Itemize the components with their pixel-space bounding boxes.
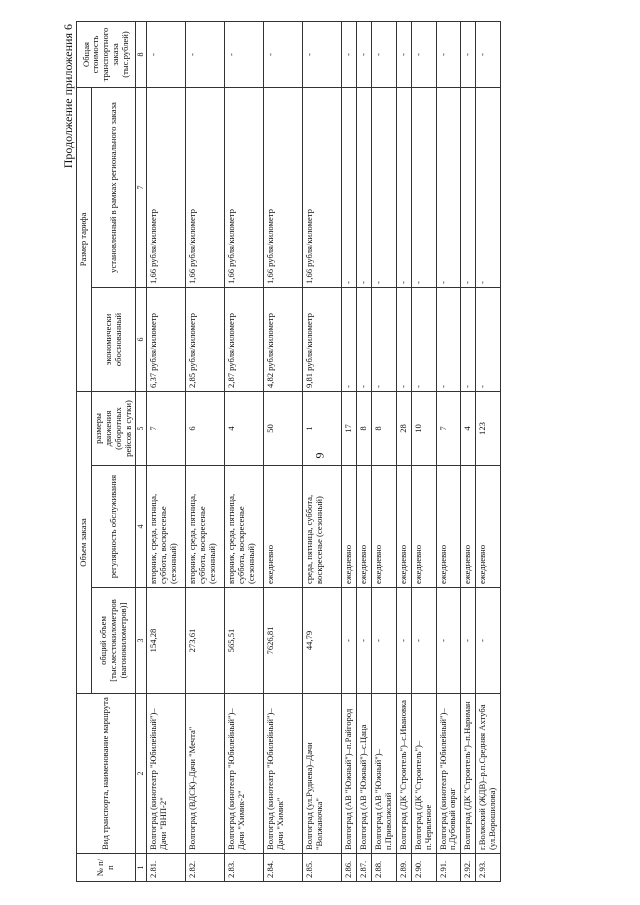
regularity: среда, пятница, суббота, воскресенье (сезонный) <box>303 466 342 588</box>
header-total-cost: Общая стоимость транспортного заказа (тыс.рублей) <box>77 22 136 88</box>
column-number-row <box>136 22 147 882</box>
established-tariff: 1,66 рубля/километр <box>303 88 342 288</box>
row-number: 2.91. <box>436 854 461 882</box>
trips-count: 10 <box>411 392 436 466</box>
table-row <box>372 22 397 882</box>
economic-tariff: - <box>342 288 357 392</box>
regularity: ежедневно <box>396 466 411 588</box>
table-row <box>264 22 303 882</box>
established-tariff: - <box>476 88 501 288</box>
col-number: 2 <box>136 694 147 854</box>
route-table <box>76 21 501 882</box>
regularity: вторник, среда, пятница, суббота, воскресенье (сезонный) <box>225 466 264 588</box>
col-number: 3 <box>136 588 147 694</box>
regularity: ежедневно <box>411 466 436 588</box>
row-number: 2.87. <box>357 854 372 882</box>
regularity: ежедневно <box>264 466 303 588</box>
economic-tariff: 2,87 рубля/километр <box>225 288 264 392</box>
regularity: ежедневно <box>342 466 357 588</box>
total-volume: 565,51 <box>225 588 264 694</box>
economic-tariff: - <box>411 288 436 392</box>
trips-count: 6 <box>186 392 225 466</box>
table-row <box>303 22 342 882</box>
route-name: Волгоград (кинотеатр "Юбилейный")–Дачи "ВНП-2" <box>147 694 186 854</box>
row-number: 2.88. <box>372 854 397 882</box>
total-volume: - <box>411 588 436 694</box>
total-volume: - <box>396 588 411 694</box>
header-economic: экономически обоснованный <box>91 288 136 392</box>
route-name: Волгоград (кинотеатр "Юбилейный")–п.Дубовый овраг <box>436 694 461 854</box>
total-volume: - <box>476 588 501 694</box>
col-number: 4 <box>136 466 147 588</box>
trips-count: 17 <box>342 392 357 466</box>
established-tariff: - <box>436 88 461 288</box>
total-cost: - <box>342 22 357 88</box>
total-volume: 154,28 <box>147 588 186 694</box>
total-volume: 7626,81 <box>264 588 303 694</box>
economic-tariff: - <box>357 288 372 392</box>
total-cost: - <box>476 22 501 88</box>
table-row <box>461 22 476 882</box>
continuation-label: Продолжение приложения 6 <box>61 24 75 169</box>
trips-count: 50 <box>264 392 303 466</box>
header-tariff-group: Размер тарифа <box>77 88 92 392</box>
row-number: 2.83. <box>225 854 264 882</box>
route-name: Волгоград (кинотеатр "Юбилейный")–Дачи "Химик-2" <box>225 694 264 854</box>
total-volume: - <box>342 588 357 694</box>
total-volume: - <box>357 588 372 694</box>
row-number: 2.92. <box>461 854 476 882</box>
total-volume: 44,79 <box>303 588 342 694</box>
total-cost: - <box>186 22 225 88</box>
route-name: Волгоград (ДК "Строитель")–п.Нариман <box>461 694 476 854</box>
header-total-volume: общий объем [тыс.местокилометров (вагонокилометров)] <box>91 588 136 694</box>
total-volume: 273,61 <box>186 588 225 694</box>
route-name: Волгоград (АВ "Южный")–с.Цаца <box>357 694 372 854</box>
trips-count: 8 <box>357 392 372 466</box>
row-number: 2.93. <box>476 854 501 882</box>
table-row <box>436 22 461 882</box>
route-name: Волгоград (кинотеатр "Юбилейный")–Дачи "Химик" <box>264 694 303 854</box>
trips-count: 123 <box>476 392 501 466</box>
col-number: 7 <box>136 88 147 288</box>
total-cost: - <box>436 22 461 88</box>
row-number: 2.82. <box>186 854 225 882</box>
col-number: 6 <box>136 288 147 392</box>
table-row <box>186 22 225 882</box>
route-name: г.Волжский (ЖДВ)–р.п.Средняя Ахтуба (ул.Ворошилова) <box>476 694 501 854</box>
route-name: Волгоград (ул.Руднева)–Дачи "Волжаночка" <box>303 694 342 854</box>
trips-count: 4 <box>225 392 264 466</box>
table-row <box>396 22 411 882</box>
total-cost: - <box>357 22 372 88</box>
regularity: вторник, среда, пятница, суббота, воскресенье (сезонный) <box>147 466 186 588</box>
economic-tariff: 9,81 рубля/километр <box>303 288 342 392</box>
established-tariff: - <box>372 88 397 288</box>
total-cost: - <box>411 22 436 88</box>
row-number: 2.90. <box>411 854 436 882</box>
established-tariff: - <box>461 88 476 288</box>
established-tariff: 1,66 рубля/километр <box>264 88 303 288</box>
total-cost: - <box>225 22 264 88</box>
col-number: 8 <box>136 22 147 88</box>
route-name: Волгоград (АВ "Южный")–п.Райгород <box>342 694 357 854</box>
regularity: ежедневно <box>476 466 501 588</box>
economic-tariff: 2,85 рубля/километр <box>186 288 225 392</box>
header-trips: размеры движения (оборотных рейсов в сутки) <box>91 392 136 466</box>
rotated-page <box>60 22 580 882</box>
table-row <box>476 22 501 882</box>
header-regularity: регулярность обслуживания <box>91 466 136 588</box>
table-body <box>147 22 501 882</box>
total-cost: - <box>396 22 411 88</box>
total-cost: - <box>461 22 476 88</box>
economic-tariff: - <box>436 288 461 392</box>
established-tariff: - <box>342 88 357 288</box>
regularity: ежедневно <box>461 466 476 588</box>
total-cost: - <box>147 22 186 88</box>
col-number: 1 <box>136 854 147 882</box>
established-tariff: 1,66 рубля/километр <box>147 88 186 288</box>
row-number: 2.89. <box>396 854 411 882</box>
table-row <box>147 22 186 882</box>
trips-count: 7 <box>436 392 461 466</box>
trips-count: 4 <box>461 392 476 466</box>
total-volume: - <box>461 588 476 694</box>
total-cost: - <box>372 22 397 88</box>
trips-count: 28 <box>396 392 411 466</box>
total-volume: - <box>372 588 397 694</box>
table-row <box>411 22 436 882</box>
established-tariff: - <box>396 88 411 288</box>
col-number: 5 <box>136 392 147 466</box>
regularity: ежедневно <box>357 466 372 588</box>
route-name: Волгоград (ДК "Строитель")–с.Ивановка <box>396 694 411 854</box>
header-established: установленный в рамках регионального заказа <box>91 88 136 288</box>
trips-count: 8 <box>372 392 397 466</box>
economic-tariff: - <box>372 288 397 392</box>
route-name: Волгоград (АВ "Южный")–п.Приволжский <box>372 694 397 854</box>
established-tariff: 1,66 рубля/километр <box>186 88 225 288</box>
economic-tariff: - <box>476 288 501 392</box>
row-number: 2.86. <box>342 854 357 882</box>
row-number: 2.81. <box>147 854 186 882</box>
total-cost: - <box>264 22 303 88</box>
established-tariff: - <box>411 88 436 288</box>
trips-count: 7 <box>147 392 186 466</box>
economic-tariff: - <box>461 288 476 392</box>
economic-tariff: 4,82 рубля/километр <box>264 288 303 392</box>
row-number: 2.84. <box>264 854 303 882</box>
economic-tariff: 6,37 рубля/километр <box>147 288 186 392</box>
header-num: № п/п <box>77 854 136 882</box>
table-row <box>225 22 264 882</box>
regularity: ежедневно <box>436 466 461 588</box>
economic-tariff: - <box>396 288 411 392</box>
total-cost: - <box>303 22 342 88</box>
established-tariff: - <box>357 88 372 288</box>
row-number: 2.85. <box>303 854 342 882</box>
regularity: вторник, среда, пятница, суббота, воскресенье (сезонный) <box>186 466 225 588</box>
header-route: Вид транспорта, наименование маршрута <box>77 694 136 854</box>
route-name: Волгоград (ДК "Строитель")–п.Червленое <box>411 694 436 854</box>
trips-count: 1 <box>303 392 342 466</box>
table-row <box>342 22 357 882</box>
established-tariff: 1,66 рубля/километр <box>225 88 264 288</box>
route-name: Волгоград (ВДСК)–Дачи "Мечта" <box>186 694 225 854</box>
total-volume: - <box>436 588 461 694</box>
table-row <box>357 22 372 882</box>
page-number: 9 <box>312 452 327 459</box>
regularity: ежедневно <box>372 466 397 588</box>
header-volume-group: Объем заказа <box>77 392 92 694</box>
